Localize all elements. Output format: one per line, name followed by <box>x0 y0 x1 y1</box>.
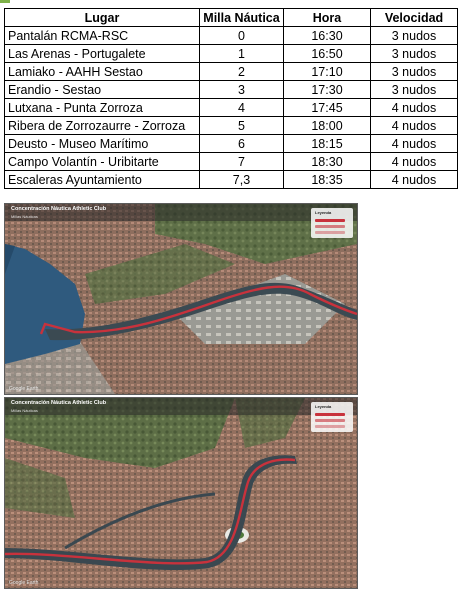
table-row <box>5 81 458 99</box>
cell-milla: 7,3 <box>200 171 284 189</box>
legend-route-swatch <box>315 425 345 428</box>
cell-lugar: Ribera de Zorrozaurre - Zorroza <box>5 117 200 135</box>
cell-velocidad: 4 nudos <box>371 153 458 171</box>
table-row <box>5 45 458 63</box>
cell-velocidad: 4 nudos <box>371 99 458 117</box>
cell-hora: 16:30 <box>284 27 371 45</box>
map-subtitle: Millas Náuticas <box>11 408 38 413</box>
table-row <box>5 27 458 45</box>
table-row <box>5 153 458 171</box>
cell-milla: 2 <box>200 63 284 81</box>
table-row <box>5 171 458 189</box>
map-legend <box>311 402 353 432</box>
legend-route-swatch <box>315 419 345 422</box>
route-map-lower <box>4 397 358 589</box>
legend-route-swatch <box>315 231 345 234</box>
map-legend <box>311 208 353 238</box>
table-header-row <box>5 9 458 27</box>
cell-milla: 6 <box>200 135 284 153</box>
table-row <box>5 99 458 117</box>
cell-lugar: Lamiako - AAHH Sestao <box>5 63 200 81</box>
cell-hora: 18:00 <box>284 117 371 135</box>
schedule-table <box>4 8 458 189</box>
cell-velocidad: 3 nudos <box>371 81 458 99</box>
cell-milla: 3 <box>200 81 284 99</box>
cell-lugar: Las Arenas - Portugalete <box>5 45 200 63</box>
cell-hora: 17:30 <box>284 81 371 99</box>
header-hora: Hora <box>284 9 371 27</box>
table-row <box>5 63 458 81</box>
cell-velocidad: 3 nudos <box>371 27 458 45</box>
cell-velocidad: 3 nudos <box>371 45 458 63</box>
cell-lugar: Deusto - Museo Marítimo <box>5 135 200 153</box>
corner-mark <box>0 0 10 3</box>
cell-hora: 16:50 <box>284 45 371 63</box>
header-velocidad: Velocidad <box>371 9 458 27</box>
cell-lugar: Erandio - Sestao <box>5 81 200 99</box>
table-row <box>5 135 458 153</box>
cell-milla: 5 <box>200 117 284 135</box>
cell-lugar: Escaleras Ayuntamiento <box>5 171 200 189</box>
cell-milla: 4 <box>200 99 284 117</box>
cell-velocidad: 4 nudos <box>371 135 458 153</box>
route-map-upper <box>4 203 358 395</box>
cell-velocidad: 4 nudos <box>371 171 458 189</box>
cell-hora: 18:30 <box>284 153 371 171</box>
legend-title: Leyenda <box>315 210 332 215</box>
cell-velocidad: 4 nudos <box>371 117 458 135</box>
cell-lugar: Campo Volantín - Uribitarte <box>5 153 200 171</box>
map-title: Concentración Náutica Athletic Club <box>11 206 107 212</box>
cell-velocidad: 3 nudos <box>371 63 458 81</box>
legend-title: Leyenda <box>315 404 332 409</box>
legend-route-swatch <box>315 219 345 222</box>
cell-milla: 7 <box>200 153 284 171</box>
satellite-image <box>5 204 357 394</box>
legend-route-swatch <box>315 413 345 416</box>
map-title: Concentración Náutica Athletic Club <box>11 400 107 406</box>
cell-milla: 1 <box>200 45 284 63</box>
cell-hora: 17:10 <box>284 63 371 81</box>
cell-lugar: Lutxana - Punta Zorroza <box>5 99 200 117</box>
cell-lugar: Pantalán RCMA-RSC <box>5 27 200 45</box>
cell-hora: 17:45 <box>284 99 371 117</box>
legend-route-swatch <box>315 225 345 228</box>
map-watermark: Google Earth <box>9 386 39 392</box>
map-subtitle: Millas Náuticas <box>11 214 38 219</box>
cell-hora: 18:15 <box>284 135 371 153</box>
cell-milla: 0 <box>200 27 284 45</box>
satellite-image <box>5 398 357 588</box>
table-row <box>5 117 458 135</box>
header-milla: Milla Náutica <box>200 9 284 27</box>
header-lugar: Lugar <box>5 9 200 27</box>
cell-hora: 18:35 <box>284 171 371 189</box>
map-watermark: Google Earth <box>9 580 39 586</box>
